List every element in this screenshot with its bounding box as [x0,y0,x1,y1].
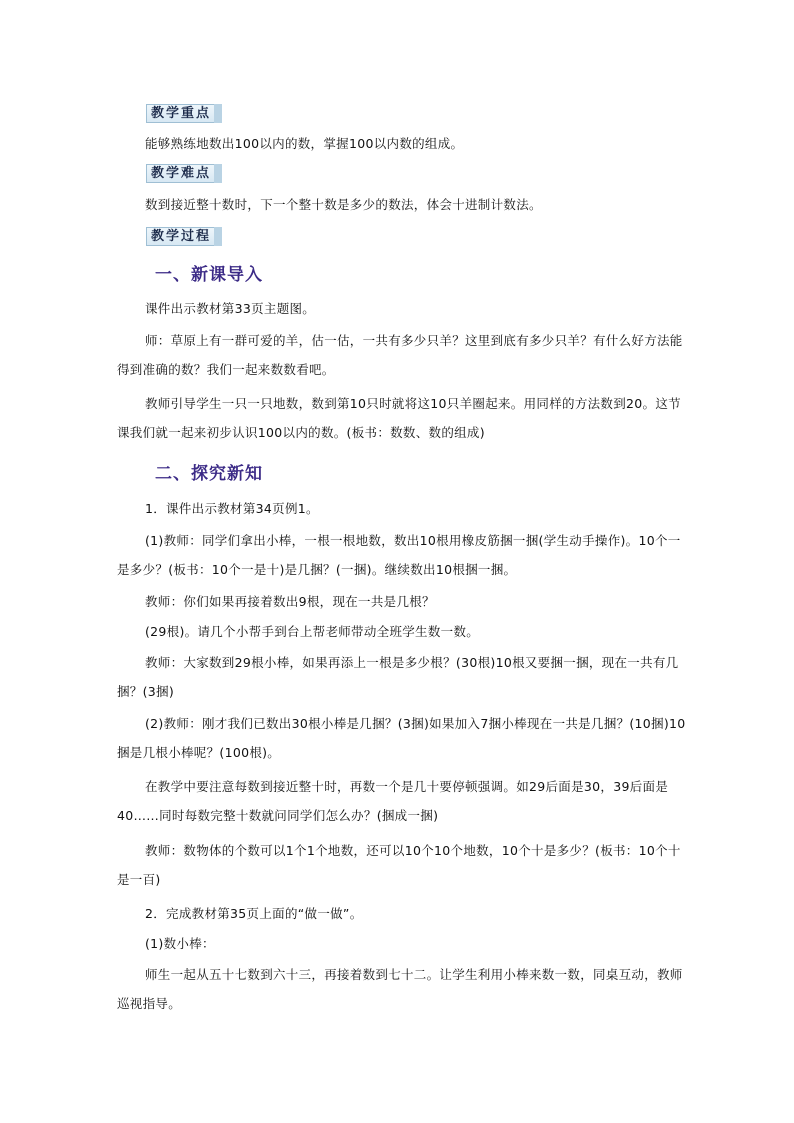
section1-paragraph: 师：草原上有一群可爱的羊，估一估，一共有多少只羊？这里到底有多少只羊？有什么好方法能得到准确的数？我们一起来数数看吧。 [117,333,683,377]
section2-paragraph: (2)教师：刚才我们已数出30根小棒是几捆？(3捆)如果加入7捆小棒现在一共是几捆？(10捆)10捆是几根小棒呢？(100根)。 [117,716,686,760]
section1-heading: 一、新课导入 [155,265,263,285]
difficulty-tag: 教学难点 [146,164,222,183]
section2-paragraph: 教师：你们如果再接着数出9根，现在一共是几根？ [145,594,435,609]
section2-paragraph: 在教学中要注意每数到接近整十时，再数一个是几十要停顿强调。如29后面是30，39后面是40……同时每数完整十数就问同学们怎么办？(捆成一捆) [117,779,669,823]
section2-paragraph: 教师：数物体的个数可以1个1个地数，还可以10个10个地数，10个十是多少？(板书：10个十是一百) [117,843,681,887]
section1-paragraph: 教师引导学生一只一只地数，数到第10只时就将这10只羊圈起来。用同样的方法数到20。这节课我们就一起来初步认识100以内的数。(板书：数数、数的组成) [117,396,681,440]
section2-paragraph: 1．课件出示教材第34页例1。 [145,501,319,516]
key-point-tag: 教学重点 [146,104,222,123]
section2-paragraph: (1)教师：同学们拿出小棒，一根一根地数，数出10根用橡皮筋捆一捆(学生动手操作)。10个一是多少？(板书：10个一是十)是几捆？(一捆)。继续数出10根捆一捆。 [117,533,681,577]
section2-paragraph: 师生一起从五十七数到六十三，再接着数到七十二。让学生利用小棒来数一数，同桌互动，教师巡视指导。 [117,967,683,1011]
section2-paragraph: 2．完成教材第35页上面的“做一做”。 [145,906,363,921]
section1-paragraph: 课件出示教材第33页主题图。 [145,301,316,316]
section2-paragraph: 教师：大家数到29根小棒，如果再添上一根是多少根？(30根)10根又要捆一捆，现在一共有几捆？(3捆) [117,655,679,699]
section2-paragraph: (29根)。请几个小帮手到台上帮老师带动全班学生数一数。 [145,624,480,639]
section2-heading: 二、探究新知 [155,464,263,484]
key-point-text: 能够熟练地数出100以内的数，掌握100以内数的组成。 [145,136,464,151]
section2-paragraph: (1)数小棒： [145,936,215,951]
difficulty-text: 数到接近整十数时，下一个整十数是多少的数法，体会十进制计数法。 [145,197,542,212]
process-tag: 教学过程 [146,227,222,246]
